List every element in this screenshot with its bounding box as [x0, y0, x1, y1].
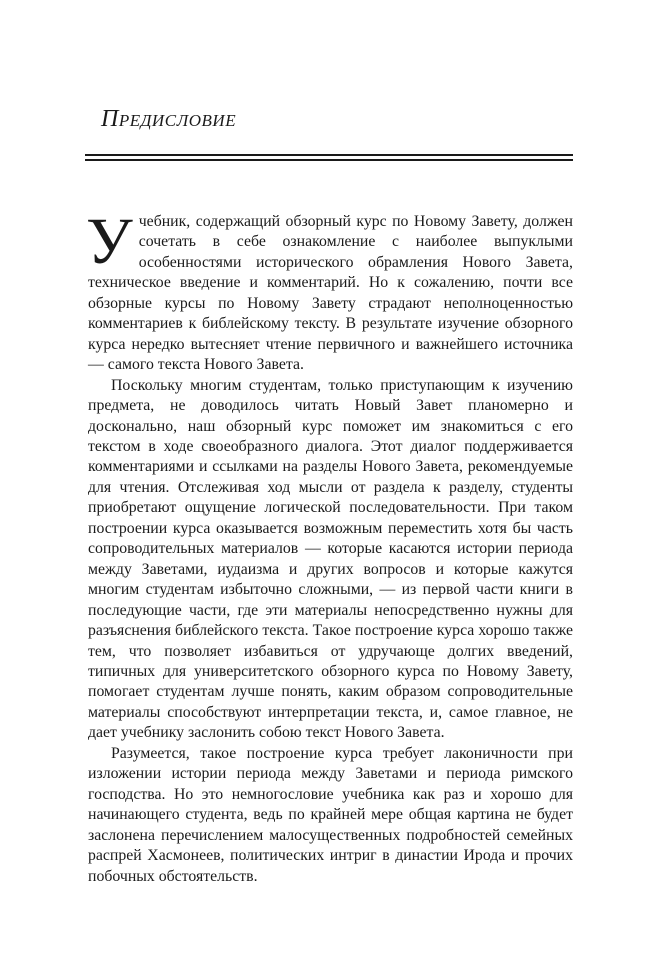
heading-rule-upper [85, 154, 573, 156]
drop-cap: У [86, 205, 133, 278]
paragraph-3: Разумеется, такое построение курса требует лаконичности при изложении истории периода между Заветами и периода римского господства. Но это немногословие учебника как раз и хорошо для начинающего студента, ведь по крайней мере общая картина не будет заслонена перечислением малосущественных подробностей семейных распрей Хасмонеев, политических интриг в династии Ирода и прочих побочных обстоятельств. [88, 744, 573, 885]
paragraph-1-text: чебник, содержащий обзорный курс по Новому Завету, должен сочетать в себе ознакомление с наиболее выпуклыми особенностями исторического обрамления Нового Завета, техническое введение и комментарий. Но к сожалению, почти все обзорные курсы по Новому Завету страдают неполноценностью комментариев к библейскому тексту. В результате изучение обзорного курса нередко вытесняет чтение первичного и важнейшего источника — самого текста Нового Завета. [88, 213, 573, 374]
heading-rule-lower [85, 159, 573, 161]
page-title: Предисловие [101, 106, 237, 132]
paragraph-1 [86, 205, 573, 376]
preface-body [86, 205, 573, 887]
paragraph-2: Поскольку многим студентам, только приступающим к изучению предмета, не доводилось читать Новый Завет планомерно и досконально, наш обзорный курс поможет им знакомиться с его текстом в ходе своеобразного диалога. Этот диалог поддерживается комментариями и ссылками на разделы Нового Завета, рекомендуемые для чтения. Отслеживая ход мысли от раздела к разделу, студенты приобретают ощущение логической последовательности. При таком построении курса оказывается возможным переместить хотя бы часть сопроводительных материалов — которые касаются истории периода между Заветами, иудаизма и других вопросов и которые кажутся многим студентам избыточно сложными, — из первой части книги в последующие части, где эти материалы непосредственно нужны для разъяснения библейского текста. Такое построение курса хорошо также тем, что позволяет избавиться от удручающе долгих введений, типичных для университетского обзорного курса по Новому Завету, помогает студентам лучше понять, каким образом сопроводительные материалы способствуют интерпретации текста, и, самое главное, не дает учебнику заслонить собою текст Нового Завета. [88, 376, 573, 742]
